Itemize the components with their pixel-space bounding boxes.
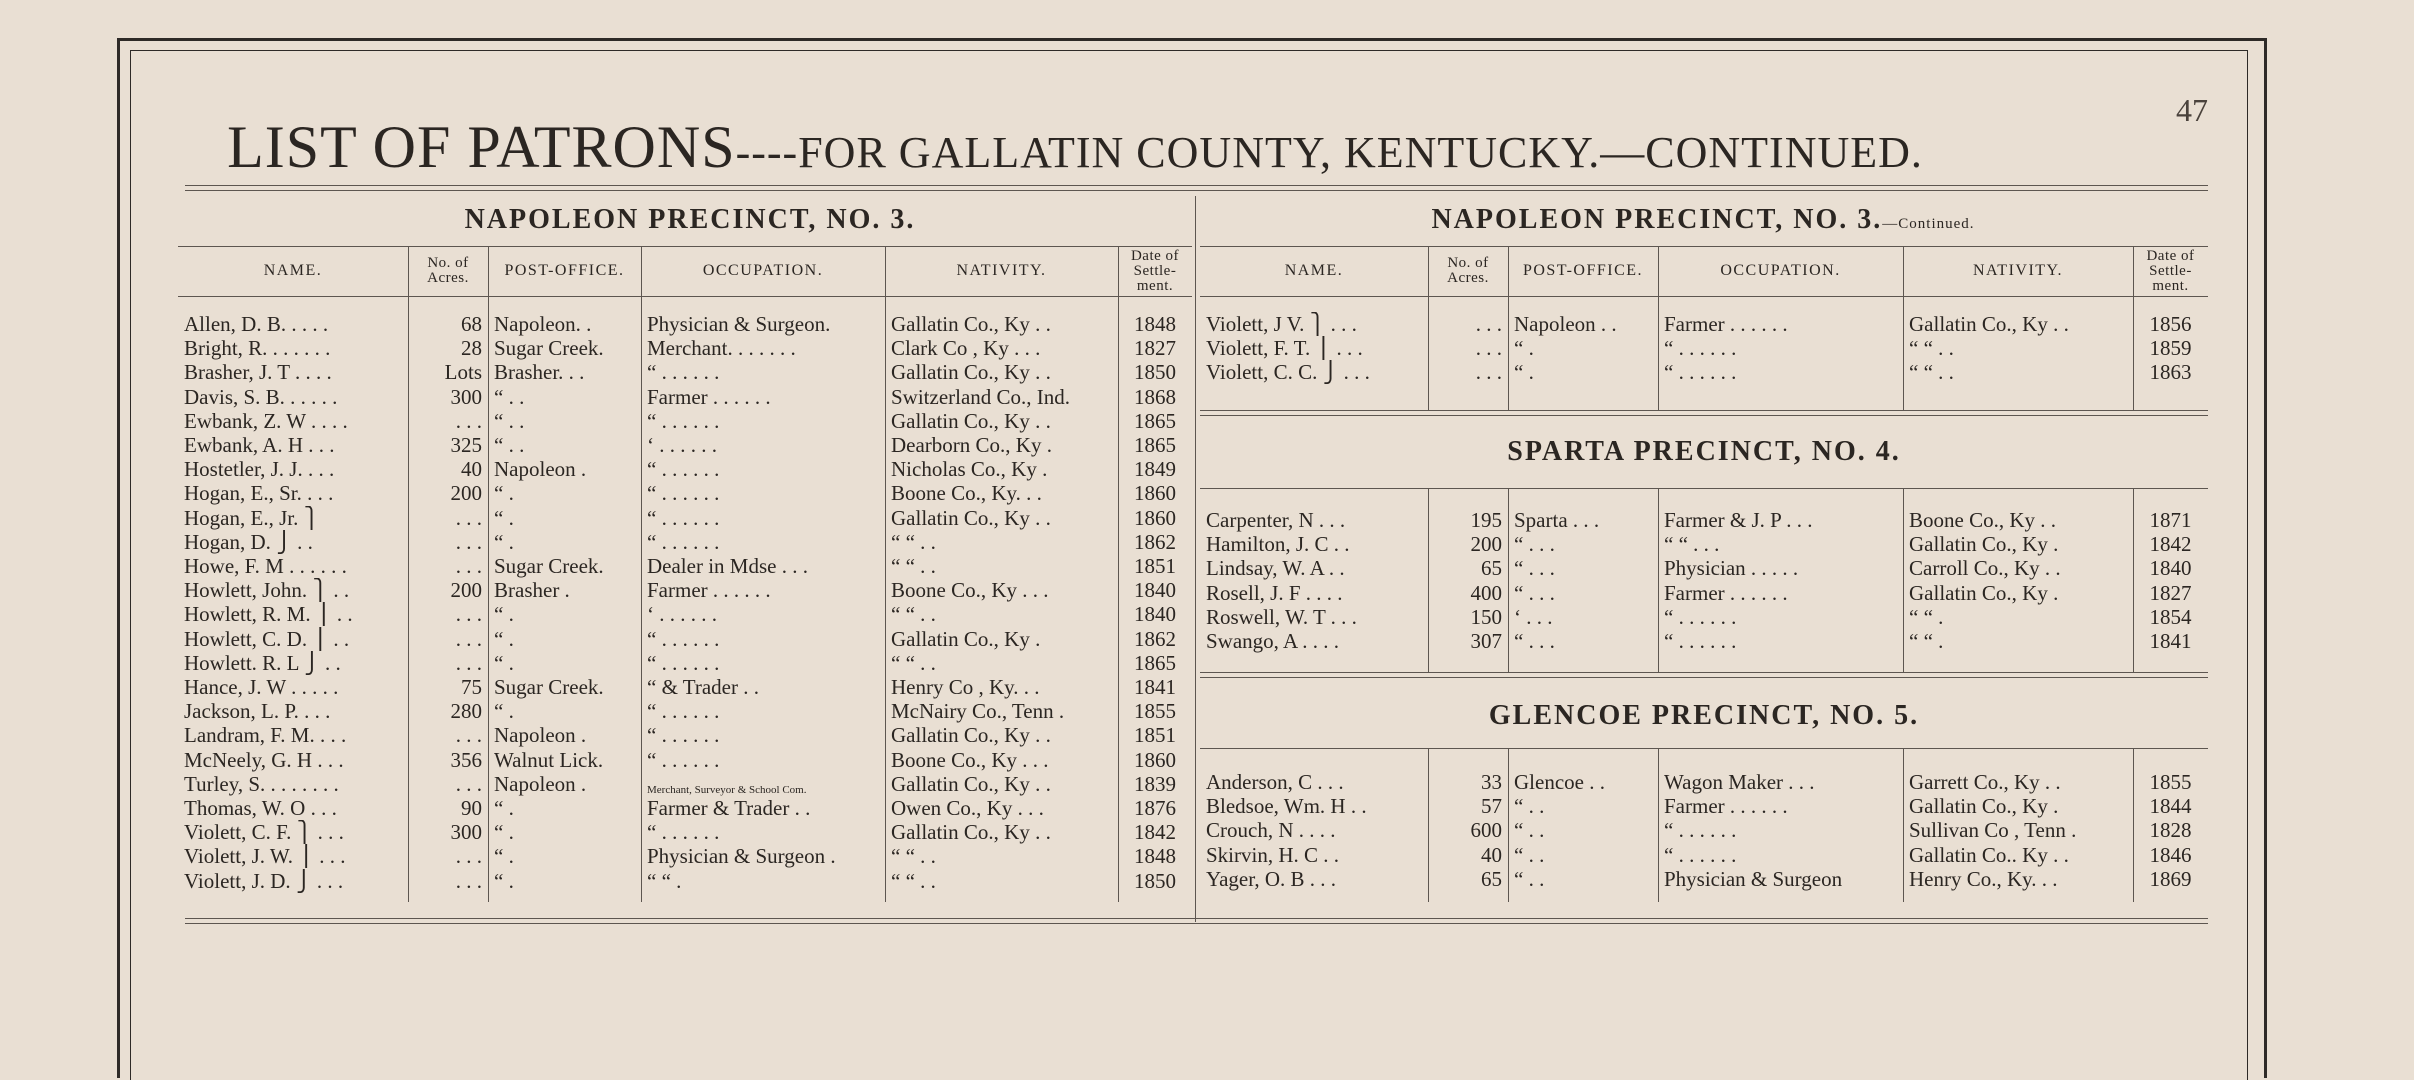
left-row-cell-name: Howlett. R. L ⎭ . . [184,650,341,675]
left-row-cell-post-office: “ . [494,529,514,554]
left-row-cell-acres: 280 [450,699,482,724]
left-row-cell-date: 1860 [1134,747,1176,772]
glencoe-header-rule [1200,748,2208,749]
left-row-cell-post-office: Napoleon . [494,457,587,482]
left-row-cell-nativity: “ “ . . [891,554,936,578]
left-row-cell-nativity: “ “ . . [891,650,936,675]
left-row-cell-name: Turley, S. . . . . . . . [184,771,339,796]
glencoe-row-cell-name: Anderson, C . . . [1206,770,1344,794]
left-col-divider [885,246,886,902]
right-napoleon-row-cell-acres: . . . [1475,336,1502,361]
left-row-cell-date: 1848 [1134,312,1176,336]
left-row-cell-date: 1840 [1134,578,1176,603]
left-row-cell-acres: 300 [450,820,482,845]
left-row-cell-name: Davis, S. B. . . . . . [184,384,338,409]
left-row-cell-name: Violett, C. F. ⎫ . . . [184,820,344,845]
left-row-cell-nativity: McNairy Co., Tenn . [891,699,1065,724]
sparta-row-cell-acres: 400 [1470,580,1502,605]
sparta-row-cell-date: 1842 [2149,532,2192,557]
right-header-col-occupation: OCCUPATION. [1720,262,1841,279]
left-row-cell-name: Allen, D. B. . . . . [184,312,329,336]
right-napoleon-col-divider [2133,246,2134,410]
left-row-cell-name: Hostetler, J. J. . . . [184,457,335,482]
sparta-row-cell-name: Hamilton, J. C . . [1206,532,1350,557]
left-row-cell-name: Thomas, W. O . . . [184,796,337,820]
left-row-cell-post-office: “ . . [494,408,525,433]
right-header-col-nativity: NATIVITY. [1972,262,2064,279]
left-row-cell-nativity: Boone Co., Ky . . . [891,578,1049,603]
glencoe-row-cell-name: Crouch, N . . . . [1206,818,1336,843]
left-row-cell-name: Hogan, E., Jr. ⎫ [184,505,320,530]
sparta-row-cell-name: Rosell, J. F . . . . [1206,580,1343,605]
sparta-row-cell-occupation: “ “ . . . [1664,532,1720,557]
left-row-cell-date: 1840 [1134,602,1176,627]
left-row-cell-occupation: “ . . . . . . [647,820,720,845]
left-row-cell-acres: 200 [450,578,482,603]
glencoe-row-cell-nativity: Sullivan Co , Tenn . [1909,818,2077,843]
glencoe-row-cell-nativity: Gallatin Co., Ky . [1909,794,2059,819]
left-row-cell-nativity: Gallatin Co., Ky . . [891,771,1051,796]
left-header-col-date-line: Date of [1130,247,1180,264]
glencoe-row-cell-nativity: Gallatin Co.. Ky . . [1909,842,2069,867]
sparta-row-cell-nativity: “ “ . [1909,604,1944,629]
left-row-cell-acres: . . . [455,771,482,796]
right-napoleon-row-cell-name: Violett, J V. ⎫ . . . [1206,312,1357,336]
left-row-cell-date: 1851 [1134,723,1176,748]
left-row-cell-date: 1851 [1134,554,1176,578]
left-row-cell-post-office: Sugar Creek. [494,675,604,699]
right-section-title [1198,204,2208,236]
glencoe-col-divider [1428,748,1429,902]
glencoe-row-cell-name: Bledsoe, Wm. H . . [1206,794,1367,819]
right-napoleon-row-cell-occupation: “ . . . . . . [1664,336,1737,361]
right-header-col-date-line: Date of [2146,247,2195,264]
left-row-cell-name: Howe, F. M . . . . . . [184,554,347,578]
left-header-col-post-office: POST-OFFICE. [504,262,625,279]
right-header-top-rule [1200,246,2208,247]
left-row-cell-acres: 200 [450,481,482,506]
left-row-cell-date: 1865 [1134,433,1176,457]
left-row-cell-name: Brasher, J. T . . . . [184,360,332,385]
bottom-rule-2 [185,923,2208,924]
left-col-divider [641,246,642,902]
left-row-cell-nativity: Gallatin Co., Ky . . [891,505,1051,530]
left-row-cell-name: Hogan, E., Sr. . . . [184,481,334,506]
left-row-cell-acres: . . . [455,650,482,675]
left-row-cell-post-office: “ . [494,699,514,724]
left-row-cell-post-office: “ . . [494,433,525,457]
sparta-row-cell-acres: 200 [1470,532,1502,557]
left-row-cell-acres: 356 [450,747,482,772]
sparta-row-cell-occupation: Farmer & J. P . . . [1664,508,1813,532]
glencoe-row-cell-post-office: “ . . [1514,842,1545,867]
glencoe-top-rule [1200,672,2208,673]
sparta-row-cell-nativity: Gallatin Co., Ky . [1909,532,2059,557]
left-row-cell-date: 1876 [1134,796,1176,820]
left-row-cell-nativity: Dearborn Co., Ky . [891,433,1052,457]
right-napoleon-row-cell-date: 1863 [2149,360,2192,385]
glencoe-row-cell-acres: 65 [1481,866,1502,891]
sparta-col-divider [1903,488,1904,672]
left-row-cell-occupation: Merchant. . . . . . . [647,336,796,361]
left-row-cell-name: Violett, J. D. ⎭ . . . [184,868,344,893]
left-row-cell-nativity: “ “ . . [891,529,936,554]
left-header-bottom-rule [178,296,1192,297]
sparta-row-cell-date: 1841 [2149,629,2192,653]
left-row-cell-date: 1850 [1134,360,1176,385]
left-row-cell-occupation: Physician & Surgeon . [647,844,836,869]
sparta-row-cell-occupation: “ . . . . . . [1664,629,1737,653]
left-row-cell-nativity: Gallatin Co., Ky . [891,626,1041,651]
left-row-cell-occupation: Farmer & Trader . . [647,796,811,820]
left-row-cell-date: 1868 [1134,384,1176,409]
sparta-row-cell-post-office: ‘ . . . [1514,604,1553,629]
sparta-col-divider [1658,488,1659,672]
left-row-cell-name: McNeely, G. H . . . [184,747,344,772]
left-row-cell-name: Hogan, D. ⎭ . . [184,529,313,554]
right-header-col-name: NAME. [1284,262,1344,279]
sparta-col-divider [1428,488,1429,672]
left-row-cell-date: 1848 [1134,844,1176,869]
left-row-cell-occupation: “ . . . . . . [647,699,720,724]
right-napoleon-col-divider [1903,246,1904,410]
glencoe-row-cell-occupation: Physician & Surgeon [1664,866,1843,891]
left-row-cell-post-office: Napoleon . [494,771,587,796]
left-row-cell-occupation: “ . . . . . . [647,505,720,530]
right-header-col-acres-line: Acres. [1447,270,1489,286]
right-napoleon-row-cell-name: Violett, C. C. ⎭ . . . [1206,360,1370,385]
left-row-cell-occupation: ‘ . . . . . . [647,433,717,457]
left-row-cell-post-office: Napoleon . [494,723,587,748]
left-header-top-rule [178,246,1192,247]
left-row-cell-acres: . . . [455,529,482,554]
right-napoleon-row-cell-post-office: Napoleon . . [1514,312,1617,336]
left-row-cell-date: 1841 [1134,675,1176,699]
sparta-row-cell-post-office: “ . . . [1514,556,1555,581]
left-header-col-nativity: NATIVITY. [956,262,1047,279]
sparta-row-cell-date: 1854 [2149,604,2192,629]
glencoe-row-cell-date: 1828 [2149,818,2192,843]
title-rest: ----FOR GALLATIN COUNTY, KENTUCKY.—CONTINUED. [735,128,1923,177]
sparta-row-cell-occupation: Physician . . . . . [1664,556,1799,581]
left-row-cell-acres: 325 [450,433,482,457]
left-row-cell-date: 1862 [1134,626,1176,651]
left-row-cell-nativity: Gallatin Co., Ky . . [891,312,1051,336]
sparta-row-cell-date: 1871 [2149,508,2192,532]
sparta-row-cell-nativity: Boone Co., Ky . . [1909,508,2056,532]
sparta-row-cell-date: 1827 [2149,580,2192,605]
left-row-cell-nativity: Boone Co., Ky . . . [891,747,1049,772]
glencoe-row-cell-acres: 33 [1481,770,1502,794]
left-row-cell-acres: . . . [455,602,482,627]
left-row-cell-nativity: “ “ . . [891,602,936,627]
left-row-cell-nativity: Gallatin Co., Ky . . [891,820,1051,845]
left-row-cell-acres: . . . [455,408,482,433]
right-napoleon-row-cell-acres: . . . [1475,312,1502,336]
glencoe-row-cell-acres: 40 [1481,842,1502,867]
sparta-row-cell-nativity: Gallatin Co., Ky . [1909,580,2059,605]
glencoe-row-cell-post-office: Glencoe . . [1514,770,1605,794]
right-napoleon-row-cell-nativity: “ “ . . [1909,360,1954,385]
left-row-cell-occupation: “ & Trader . . [647,675,759,699]
left-row-cell-date: 1865 [1134,650,1176,675]
left-row-cell-post-office: “ . [494,505,514,530]
left-row-cell-name: Howlett, John. ⎫ . . [184,578,350,603]
left-row-cell-occupation: “ . . . . . . [647,408,720,433]
right-napoleon-row-cell-name: Violett, F. T. ⎪ . . . [1206,336,1363,361]
sparta-row-cell-acres: 150 [1470,604,1502,629]
left-row-cell-nativity: Gallatin Co., Ky . . [891,360,1051,385]
left-row-cell-occupation: “ . . . . . . [647,481,720,506]
sparta-top-rule [1200,410,2208,411]
left-row-cell-acres: 90 [461,796,482,820]
glencoe-row-cell-post-office: “ . . [1514,866,1545,891]
left-row-cell-name: Jackson, L. P. . . . [184,699,331,724]
left-row-cell-nativity: Nicholas Co., Ky . [891,457,1048,482]
right-napoleon-col-divider [1658,246,1659,410]
left-row-cell-date: 1860 [1134,481,1176,506]
right-napoleon-row-cell-date: 1859 [2149,336,2192,361]
right-napoleon-row-cell-post-office: “ . [1514,360,1534,385]
left-header-col-acres-line: Acres. [427,270,469,286]
left-row-cell-occupation: Dealer in Mdse . . . [647,554,808,578]
left-row-cell-name: Ewbank, A. H . . . [184,433,335,457]
left-row-cell-nativity: “ “ . . [891,844,936,869]
left-row-cell-acres: Lots [444,360,482,385]
right-napoleon-row-cell-nativity: Gallatin Co., Ky . . [1909,312,2069,336]
title-rule [185,185,2208,186]
sparta-col-divider [2133,488,2134,672]
sparta-row-cell-name: Lindsay, W. A . . [1206,556,1345,581]
left-row-cell-acres: 300 [450,384,482,409]
sparta-row-cell-acres: 195 [1470,508,1502,532]
left-col-divider [1118,246,1119,902]
glencoe-row-cell-occupation: Farmer . . . . . . [1664,794,1788,819]
right-header-col-acres-line: No. of [1447,255,1489,271]
sparta-row-cell-name: Swango, A . . . . [1206,629,1340,653]
left-row-cell-acres: . . . [455,868,482,893]
sparta-row-cell-occupation: “ . . . . . . [1664,604,1737,629]
page-title [200,113,1950,182]
left-row-cell-occupation: Farmer . . . . . . [647,384,771,409]
left-row-cell-acres: 28 [461,336,482,361]
sparta-row-cell-acres: 307 [1470,629,1502,653]
left-row-cell-acres: 75 [461,675,482,699]
left-row-cell-occupation: Physician & Surgeon. [647,312,831,336]
sparta-header-rule [1200,488,2208,489]
left-section-title: NAPOLEON PRECINCT, NO. 3. [464,204,916,235]
left-row-cell-date: 1865 [1134,408,1176,433]
left-row-cell-occupation: Farmer . . . . . . [647,578,771,603]
left-row-cell-occupation: “ . . . . . . [647,747,720,772]
left-row-cell-name: Hance, J. W . . . . . [184,675,339,699]
sparta-row-cell-post-office: Sparta . . . [1514,508,1600,532]
left-row-cell-acres: . . . [455,505,482,530]
left-header-col-date-line: ment. [1136,277,1174,294]
right-header-col-date-line: ment. [2152,277,2189,294]
left-row-cell-occupation: “ . . . . . . [647,529,720,554]
left-row-cell-nativity: Gallatin Co., Ky . . [891,723,1051,748]
glencoe-row-cell-name: Skirvin, H. C . . [1206,842,1340,867]
title-main: LIST OF PATRONS [227,114,736,180]
left-row-cell-date: 1862 [1134,529,1176,554]
left-row-cell-nativity: Boone Co., Ky. . . [891,481,1042,506]
left-row-cell-nativity: Switzerland Co., Ind. [891,384,1071,409]
left-row-cell-occupation: “ “ . [647,868,682,893]
right-header-bottom-rule [1200,296,2208,297]
left-row-cell-post-office: “ . . [494,384,525,409]
left-row-cell-nativity: Clark Co , Ky . . . [891,336,1041,361]
continued-label: —Continued. [1882,216,1975,232]
right-napoleon-row-cell-acres: . . . [1475,360,1502,385]
right-napoleon-col-divider [1428,246,1429,410]
glencoe-row-cell-nativity: Garrett Co., Ky . . [1909,770,2061,794]
center-divider [1195,196,1196,922]
left-row-cell-date: 1842 [1134,820,1176,845]
left-row-cell-acres: 68 [461,312,482,336]
sparta-row-cell-occupation: Farmer . . . . . . [1664,580,1788,605]
left-col-divider [488,246,489,902]
sparta-row-cell-post-office: “ . . . [1514,580,1555,605]
right-napoleon-row-cell-occupation: Farmer . . . . . . [1664,312,1788,336]
right-header-col-date-line: Settle- [2149,262,2192,279]
glencoe-row-cell-occupation: Wagon Maker . . . [1664,770,1815,794]
page-number: 47 [2176,92,2208,128]
sparta-row-cell-nativity: “ “ . [1909,629,1944,653]
left-row-cell-occupation: “ . . . . . . [647,457,720,482]
sparta-col-divider [1508,488,1509,672]
left-row-cell-name: Bright, R. . . . . . . [184,336,331,361]
right-napoleon-row-cell-post-office: “ . [1514,336,1534,361]
left-header-col-acres-line: No. of [427,255,469,271]
sparta-title: SPARTA PRECINCT, NO. 4. [1507,436,1901,467]
sparta-row-cell-nativity: Carroll Co., Ky . . [1909,556,2061,581]
left-row-cell-name: Ewbank, Z. W . . . . [184,408,348,433]
right-napoleon-row-cell-occupation: “ . . . . . . [1664,360,1737,385]
left-row-cell-name: Howlett, C. D. ⎪ . . [184,626,350,651]
left-row-cell-post-office: “ . [494,844,514,869]
left-row-cell-post-office: “ . [494,820,514,845]
left-row-cell-date: 1860 [1134,505,1176,530]
left-row-cell-occupation: ‘ . . . . . . [647,602,717,627]
left-row-cell-occupation: “ . . . . . . [647,626,720,651]
left-row-cell-post-office: Walnut Lick. [494,747,604,772]
left-row-cell-date: 1850 [1134,868,1176,893]
left-header-col-name: NAME. [263,262,323,279]
left-row-cell-post-office: “ . [494,868,514,893]
left-row-cell-nativity: Henry Co , Ky. . . [891,675,1040,699]
glencoe-row-cell-occupation: “ . . . . . . [1664,842,1737,867]
left-header-col-occupation: OCCUPATION. [702,262,824,279]
left-row-cell-post-office: Napoleon. . [494,312,592,336]
glencoe-row-cell-name: Yager, O. B . . . [1206,866,1337,891]
left-row-cell-name: Howlett, R. M. ⎪ . . [184,602,353,627]
left-row-cell-post-office: Sugar Creek. [494,554,604,578]
glencoe-col-divider [1508,748,1509,902]
glencoe-title: GLENCOE PRECINCT, NO. 5. [1488,700,1920,731]
glencoe-row-cell-acres: 57 [1481,794,1502,819]
left-row-cell-post-office: “ . [494,602,514,627]
title-rule-2 [185,190,2208,191]
left-row-cell-nativity: “ “ . . [891,868,936,893]
left-row-cell-acres: . . . [455,554,482,578]
right-napoleon-row-cell-nativity: “ “ . . [1909,336,1954,361]
sparta-row-cell-acres: 65 [1481,556,1502,581]
left-row-cell-name: Violett, J. W. ⎪ . . . [184,844,346,869]
left-row-cell-post-office: “ . [494,796,514,820]
left-row-cell-occupation: Merchant, Surveyor & School Com. [647,783,807,796]
glencoe-row-cell-acres: 600 [1470,818,1502,843]
right-napoleon-row-cell-date: 1856 [2149,312,2192,336]
left-row-cell-post-office: “ . [494,481,514,506]
sparta-row-cell-date: 1840 [2149,556,2192,581]
sparta-row-cell-name: Carpenter, N . . . [1206,508,1346,532]
glencoe-row-cell-date: 1869 [2149,866,2192,891]
left-row-cell-occupation: “ . . . . . . [647,360,720,385]
glencoe-row-cell-nativity: Henry Co., Ky. . . [1909,866,2058,891]
right-section-title-text: NAPOLEON PRECINCT, NO. 3. [1431,204,1883,235]
left-row-cell-name: Landram, F. M. . . . [184,723,347,748]
glencoe-col-divider [1903,748,1904,902]
glencoe-row-cell-date: 1855 [2149,770,2192,794]
left-row-cell-post-office: Brasher . [494,578,570,603]
sparta-top-rule-2 [1200,415,2208,416]
left-row-cell-post-office: “ . [494,626,514,651]
left-col-divider [408,246,409,902]
left-row-cell-nativity: Gallatin Co., Ky . . [891,408,1051,433]
left-header-col-date-line: Settle- [1133,262,1177,279]
left-row-cell-post-office: “ . [494,650,514,675]
left-row-cell-date: 1827 [1134,336,1176,361]
glencoe-col-divider [1658,748,1659,902]
glencoe-row-cell-date: 1844 [2149,794,2192,819]
left-row-cell-occupation: “ . . . . . . [647,650,720,675]
sparta-row-cell-name: Roswell, W. T . . . [1206,604,1357,629]
glencoe-top-rule-2 [1200,677,2208,678]
right-napoleon-col-divider [1508,246,1509,410]
left-row-cell-acres: . . . [455,844,482,869]
glencoe-row-cell-occupation: “ . . . . . . [1664,818,1737,843]
glencoe-row-cell-post-office: “ . . [1514,818,1545,843]
left-row-cell-acres: . . . [455,723,482,748]
left-row-cell-acres: 40 [461,457,482,482]
glencoe-row-cell-post-office: “ . . [1514,794,1545,819]
bottom-rule [185,918,2208,919]
left-row-cell-occupation: “ . . . . . . [647,723,720,748]
sparta-row-cell-post-office: “ . . . [1514,629,1555,653]
right-header-col-post-office: POST-OFFICE. [1522,262,1644,279]
left-row-cell-nativity: Owen Co., Ky . . . [891,796,1044,820]
glencoe-col-divider [2133,748,2134,902]
left-row-cell-post-office: Sugar Creek. [494,336,604,361]
glencoe-row-cell-date: 1846 [2149,842,2192,867]
sparta-row-cell-post-office: “ . . . [1514,532,1555,557]
left-row-cell-date: 1839 [1134,771,1176,796]
left-row-cell-acres: . . . [455,626,482,651]
left-row-cell-date: 1855 [1134,699,1176,724]
left-row-cell-post-office: Brasher. . . [494,360,585,385]
left-row-cell-date: 1849 [1134,457,1176,482]
